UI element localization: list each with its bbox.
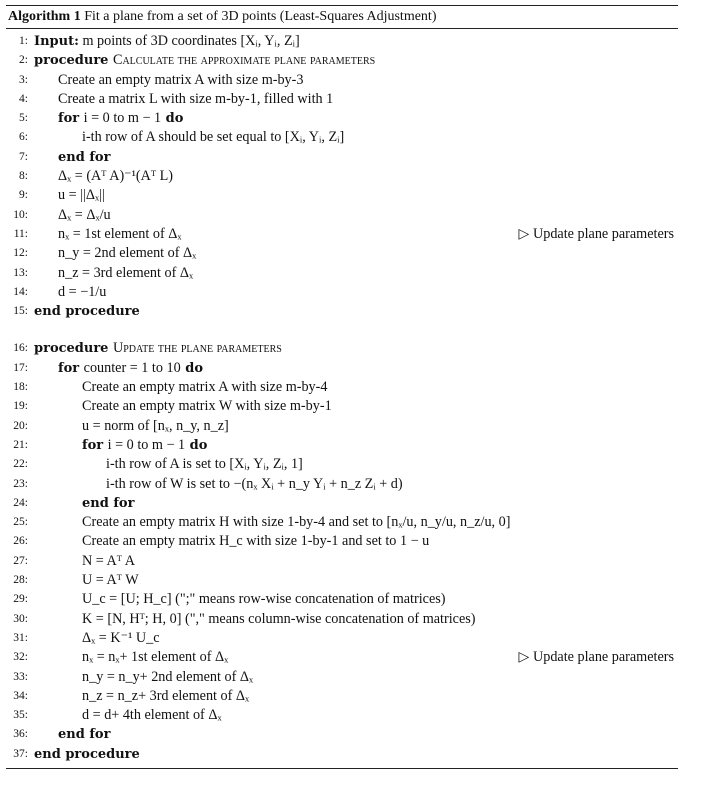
line-code: procedure Update the plane parameters bbox=[34, 340, 282, 357]
algorithm-line bbox=[6, 397, 678, 416]
algorithm-line bbox=[6, 186, 678, 205]
line-number: 25: bbox=[13, 516, 28, 529]
line-comment: ▷ Update plane parameters bbox=[518, 225, 674, 242]
algorithm-line bbox=[6, 225, 678, 244]
line-code: d = −1/u bbox=[58, 283, 107, 300]
line-number: 9: bbox=[19, 189, 28, 202]
line-number: 37: bbox=[13, 747, 28, 760]
algorithm-label: Algorithm 1 bbox=[8, 9, 81, 24]
algorithm-lines bbox=[6, 29, 678, 764]
algorithm-caption bbox=[6, 6, 678, 28]
line-code: Create an empty matrix A with size m-by-4 bbox=[82, 379, 328, 396]
algorithm-line bbox=[6, 359, 678, 378]
algorithm-line bbox=[6, 455, 678, 474]
line-number: 4: bbox=[19, 92, 28, 105]
algorithm-line bbox=[6, 148, 678, 167]
line-code: procedure Calculate the approximate plane parameters bbox=[34, 52, 376, 69]
line-gap bbox=[6, 321, 678, 339]
line-number: 28: bbox=[13, 574, 28, 587]
algorithm-block bbox=[6, 5, 678, 769]
line-code: n_z = n_z+ 3rd element of Δₓ bbox=[82, 687, 250, 704]
algorithm-line bbox=[6, 629, 678, 648]
line-code: Input: m points of 3D coordinates [Xᵢ, Yᵢ, Zᵢ] bbox=[34, 33, 300, 49]
line-number: 35: bbox=[13, 709, 28, 722]
line-code: n_y = 2nd element of Δₓ bbox=[58, 245, 197, 262]
algorithm-line bbox=[6, 302, 678, 321]
line-number: 5: bbox=[19, 112, 28, 125]
line-comment: ▷ Update plane parameters bbox=[518, 649, 674, 666]
algorithm-line bbox=[6, 475, 678, 494]
line-code: end for bbox=[58, 727, 111, 743]
line-code: for counter = 1 to 10 do bbox=[58, 359, 203, 376]
line-number: 14: bbox=[13, 285, 28, 298]
algorithm-title: Fit a plane from a set of 3D points (Least-Squares Adjustment) bbox=[84, 9, 437, 24]
line-number: 1: bbox=[19, 35, 28, 47]
algorithm-line bbox=[6, 264, 678, 283]
line-number: 24: bbox=[13, 496, 28, 509]
line-code: i-th row of A is set to [Xᵢ, Yᵢ, Zᵢ, 1] bbox=[106, 456, 303, 473]
line-number: 33: bbox=[13, 670, 28, 683]
line-number: 18: bbox=[13, 381, 28, 394]
algorithm-line bbox=[6, 283, 678, 302]
line-code: end procedure bbox=[34, 304, 140, 320]
line-number: 21: bbox=[13, 438, 28, 451]
line-number: 20: bbox=[13, 419, 28, 432]
line-number: 30: bbox=[13, 612, 28, 625]
algorithm-line bbox=[6, 378, 678, 397]
line-code: end for bbox=[82, 495, 135, 511]
algorithm-line bbox=[6, 494, 678, 513]
line-number: 19: bbox=[13, 400, 28, 413]
line-code: Δₓ = Δₓ/u bbox=[58, 206, 111, 223]
line-number: 22: bbox=[13, 458, 28, 471]
algorithm-line bbox=[6, 610, 678, 629]
algorithm-line bbox=[6, 90, 678, 109]
line-number: 31: bbox=[13, 631, 28, 644]
line-code: Create a matrix L with size m-by-1, filled with 1 bbox=[58, 90, 334, 107]
line-number: 36: bbox=[13, 728, 28, 741]
line-code: n_y = n_y+ 2nd element of Δₓ bbox=[82, 668, 254, 685]
algorithm-line bbox=[6, 128, 678, 147]
line-code: Create an empty matrix H with size 1-by-4 and set to [nₓ/u, n_y/u, n_z/u, 0] bbox=[82, 514, 511, 531]
line-code: Create an empty matrix H_c with size 1-by-1 and set to 1 − u bbox=[82, 533, 430, 550]
line-number: 10: bbox=[13, 208, 28, 221]
line-code: d = d+ 4th element of Δₓ bbox=[82, 707, 222, 724]
line-code: end for bbox=[58, 149, 111, 165]
line-number: 15: bbox=[13, 305, 28, 318]
line-number: 11: bbox=[13, 227, 28, 240]
algorithm-line bbox=[6, 244, 678, 263]
line-code: i-th row of W is set to −(nₓ Xᵢ + n_y Yᵢ + n_z Zᵢ + d) bbox=[106, 475, 403, 492]
algorithm-line bbox=[6, 167, 678, 186]
line-code: Δₓ = (Aᵀ A)⁻¹(Aᵀ L) bbox=[58, 168, 173, 185]
algorithm-line bbox=[6, 687, 678, 706]
algorithm-line bbox=[6, 436, 678, 455]
line-code: nₓ = 1st element of Δₓ bbox=[58, 225, 182, 242]
line-number: 16: bbox=[13, 342, 28, 355]
algorithm-line bbox=[6, 571, 678, 590]
line-number: 23: bbox=[13, 477, 28, 490]
algorithm-line bbox=[6, 648, 678, 667]
line-code: for i = 0 to m − 1 do bbox=[58, 110, 184, 127]
line-code: end procedure bbox=[34, 746, 140, 762]
line-code: U_c = [U; H_c] (";" means row-wise concatenation of matrices) bbox=[82, 591, 446, 608]
line-code: Create an empty matrix W with size m-by-1 bbox=[82, 398, 332, 415]
algorithm-line bbox=[6, 725, 678, 744]
line-number: 12: bbox=[13, 247, 28, 260]
line-number: 6: bbox=[19, 131, 28, 144]
line-code: U = Aᵀ W bbox=[82, 572, 139, 589]
line-code: K = [N, Hᵀ; H, 0] ("," means column-wise concatenation of matrices) bbox=[82, 610, 476, 627]
algorithm-line bbox=[6, 745, 678, 764]
bottom-rule bbox=[6, 768, 678, 769]
line-code: for i = 0 to m − 1 do bbox=[82, 436, 208, 453]
line-number: 13: bbox=[13, 266, 28, 279]
algorithm-line bbox=[6, 590, 678, 609]
line-code: u = norm of [nₓ, n_y, n_z] bbox=[82, 417, 229, 434]
line-number: 17: bbox=[13, 361, 28, 374]
line-number: 8: bbox=[19, 170, 28, 183]
algorithm-line bbox=[6, 706, 678, 725]
algorithm-line bbox=[6, 513, 678, 532]
algorithm-line bbox=[6, 339, 678, 358]
algorithm-line bbox=[6, 109, 678, 128]
algorithm-line bbox=[6, 532, 678, 551]
line-code: u = ||Δₓ|| bbox=[58, 187, 105, 204]
line-number: 26: bbox=[13, 535, 28, 548]
algorithm-line bbox=[6, 206, 678, 225]
algorithm-line bbox=[6, 71, 678, 90]
algorithm-line bbox=[6, 417, 678, 436]
line-code: nₓ = nₓ+ 1st element of Δₓ bbox=[82, 649, 229, 666]
line-code: n_z = 3rd element of Δₓ bbox=[58, 264, 194, 281]
algorithm-line bbox=[6, 552, 678, 571]
line-number: 29: bbox=[13, 593, 28, 606]
line-code: i-th row of A should be set equal to [Xᵢ, Yᵢ, Zᵢ] bbox=[82, 129, 345, 146]
algorithm-line bbox=[6, 668, 678, 687]
line-number: 34: bbox=[13, 689, 28, 702]
line-number: 3: bbox=[19, 73, 28, 86]
algorithm-line bbox=[6, 51, 678, 70]
line-number: 27: bbox=[13, 554, 28, 567]
line-number: 2: bbox=[19, 54, 28, 67]
line-number: 7: bbox=[19, 150, 28, 163]
algorithm-line bbox=[6, 32, 678, 51]
line-number: 32: bbox=[13, 651, 28, 664]
line-code: N = Aᵀ A bbox=[82, 552, 135, 569]
line-code: Create an empty matrix A with size m-by-3 bbox=[58, 71, 304, 88]
line-code: Δₓ = K⁻¹ U_c bbox=[82, 629, 160, 646]
